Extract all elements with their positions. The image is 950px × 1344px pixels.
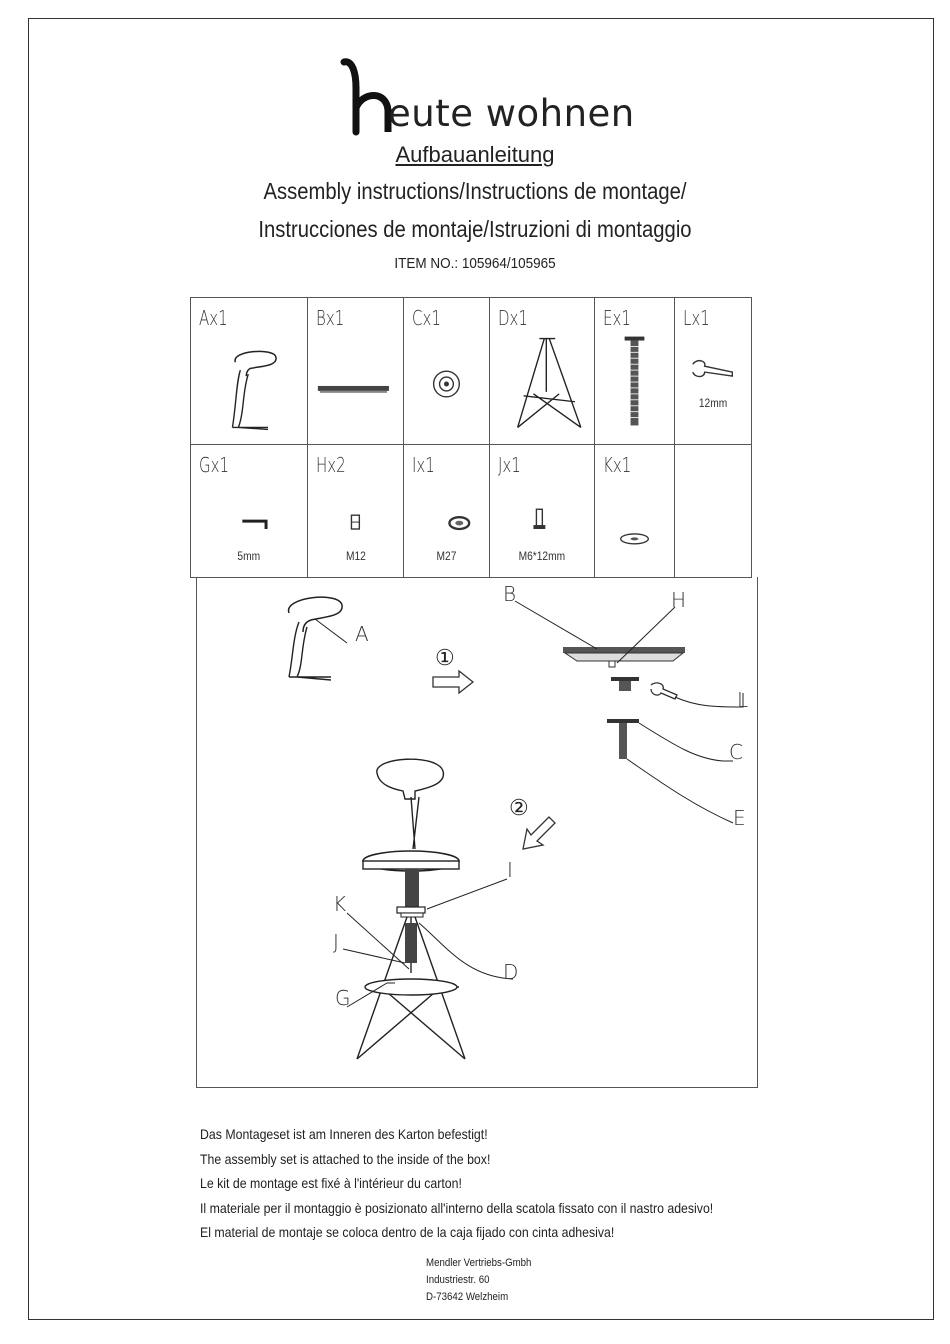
item-number: ITEM NO.: 105964/105965 — [394, 255, 556, 272]
note-spanish: El material de montaje se coloca dentro de la caja fijado con cinta adhesiva! — [200, 1224, 615, 1240]
note-german: Das Montageset ist am Inneren des Karton befestigt! — [200, 1126, 488, 1142]
part-label: Ax1 — [199, 306, 228, 330]
brand-name: eute wohnen — [388, 92, 635, 135]
company-address — [426, 1255, 531, 1306]
hex-key-icon — [191, 479, 307, 579]
part-size: M6*12mm — [518, 549, 566, 563]
seat-icon — [308, 332, 404, 432]
part-cell-d — [490, 298, 595, 445]
part-label: Lx1 — [682, 306, 710, 330]
part-cell-j — [490, 445, 595, 578]
part-cell-k — [594, 445, 674, 578]
part-cell-g — [191, 445, 308, 578]
part-cell-empty — [674, 445, 751, 578]
part-label: Bx1 — [315, 306, 344, 330]
label-g: G — [335, 986, 351, 1010]
note-english: The assembly set is attached to the inside of the box! — [200, 1150, 491, 1167]
label-i: I — [507, 858, 513, 882]
label-k: K — [333, 892, 347, 916]
step-1-arrow — [433, 645, 473, 693]
step-1-marker: ① — [435, 645, 455, 670]
title-en-fr: Assembly instructions/Instructions de montage/ — [263, 178, 687, 204]
part-cell-c — [404, 298, 490, 445]
part-label: Ix1 — [412, 453, 436, 477]
company-name: Mendler Vertriebs-Gmbh — [426, 1257, 532, 1269]
washer-icon — [595, 479, 674, 579]
part-cell-a — [191, 298, 308, 445]
assembly-drawing — [197, 577, 759, 1088]
part-cell-h — [307, 445, 404, 578]
parts-table — [190, 297, 752, 578]
part-label: Ex1 — [602, 306, 631, 330]
label-c: C — [729, 740, 743, 764]
part-cell-i — [404, 445, 490, 578]
part-label: Hx2 — [315, 453, 346, 477]
assembly-diagram — [196, 577, 758, 1088]
brand-logo — [340, 58, 640, 138]
part-label: Jx1 — [498, 453, 522, 477]
part-label: Cx1 — [412, 306, 442, 330]
label-h: H — [671, 588, 687, 612]
label-l: L — [737, 688, 749, 712]
part-size: M27 — [436, 549, 457, 563]
part-cell-e — [594, 298, 674, 445]
ring-nut-icon — [404, 479, 489, 579]
label-j: J — [333, 930, 339, 954]
part-size: 12mm — [698, 396, 728, 410]
threaded-rod-icon — [595, 332, 674, 432]
label-b: B — [503, 582, 517, 606]
label-d: D — [503, 960, 519, 984]
assembled-stool-figure — [333, 759, 518, 1059]
step-2-arrow — [509, 795, 555, 849]
company-city: D-73642 Welzheim — [426, 1291, 509, 1303]
company-street: Industriestr. 60 — [426, 1274, 490, 1286]
title-german: Aufbauanleitung — [395, 142, 555, 167]
backrest-icon — [191, 332, 307, 432]
part-label: Dx1 — [498, 306, 529, 330]
part-cell-b — [307, 298, 404, 445]
seat-exploded-figure — [503, 582, 748, 830]
label-a: A — [355, 622, 369, 646]
note-french: Le kit de montage est fixé à l'intérieur du carton! — [200, 1175, 462, 1191]
label-e: E — [733, 806, 746, 830]
title-es-it: Instrucciones de montaje/Istruzioni di montaggio — [258, 216, 692, 242]
part-size: M12 — [345, 549, 366, 563]
bearing-plate-icon — [404, 332, 489, 432]
leg-frame-icon — [490, 332, 594, 432]
part-cell-l — [674, 298, 751, 445]
part-size: 5mm — [237, 549, 261, 563]
part-label: Kx1 — [602, 453, 632, 477]
note-italian: Il materiale per il montaggio è posizionato all'interno della scatola fissato con il nastro adesivo! — [200, 1199, 714, 1216]
backrest-figure — [289, 597, 369, 680]
screw-icon — [490, 479, 594, 579]
assembly-notes — [200, 1122, 713, 1245]
nut-icon — [308, 479, 404, 579]
wrench-icon — [675, 332, 751, 432]
part-label: Gx1 — [199, 453, 230, 477]
step-2-marker: ② — [509, 795, 529, 820]
